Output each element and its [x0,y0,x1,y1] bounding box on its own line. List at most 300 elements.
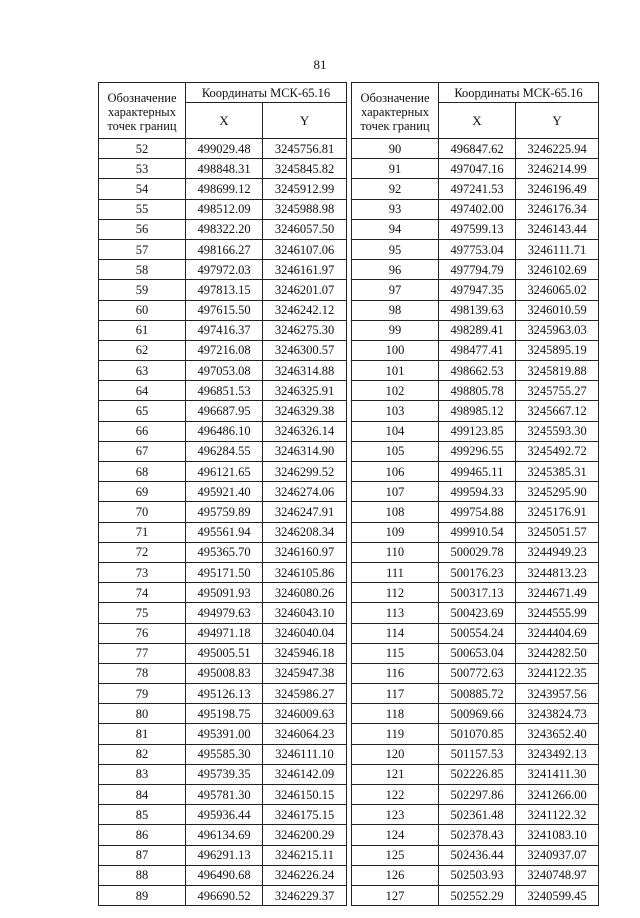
table-row [99,522,347,542]
x-coordinate-cell: 500317.13 [439,583,516,603]
table-row [352,885,599,905]
table-row [99,744,347,764]
table-row [99,260,347,280]
x-coordinate-cell: 496690.52 [186,885,263,905]
point-number-cell: 89 [99,885,186,905]
x-coordinate-cell: 499465.11 [439,462,516,482]
x-coordinate-cell: 498848.31 [186,159,263,179]
point-number-cell: 92 [352,179,439,199]
x-coordinate-cell: 496847.62 [439,139,516,159]
y-coordinate-cell: 3246057.50 [263,219,347,239]
y-coordinate-cell: 3245755.27 [516,381,599,401]
x-coordinate-cell: 497416.37 [186,320,263,340]
y-coordinate-cell: 3245667.12 [516,401,599,421]
y-coordinate-cell: 3245492.72 [516,441,599,461]
point-number-cell: 121 [352,764,439,784]
table-row [99,865,347,885]
x-coordinate-cell: 499754.88 [439,502,516,522]
x-coordinate-cell: 498289.41 [439,320,516,340]
point-number-cell: 88 [99,865,186,885]
x-coordinate-cell: 502436.44 [439,845,516,865]
table-row [352,603,599,623]
y-coordinate-cell: 3241266.00 [516,785,599,805]
y-coordinate-cell: 3246111.71 [516,239,599,259]
point-number-cell: 112 [352,583,439,603]
point-number-cell: 67 [99,441,186,461]
y-coordinate-cell: 3245593.30 [516,421,599,441]
table-row [99,704,347,724]
point-number-cell: 97 [352,280,439,300]
point-number-cell: 77 [99,643,186,663]
y-coordinate-cell: 3246214.99 [516,159,599,179]
point-number-cell: 82 [99,744,186,764]
point-number-cell: 70 [99,502,186,522]
x-coordinate-cell: 495008.83 [186,663,263,683]
coordinates-table-right [351,82,599,906]
x-coordinate-cell: 496121.65 [186,462,263,482]
point-number-cell: 96 [352,260,439,280]
table-row [352,482,599,502]
point-number-cell: 72 [99,542,186,562]
y-coordinate-cell: 3244555.99 [516,603,599,623]
point-number-cell: 107 [352,482,439,502]
y-coordinate-cell: 3246200.29 [263,825,347,845]
point-number-cell: 61 [99,320,186,340]
y-coordinate-cell: 3246010.59 [516,300,599,320]
y-coordinate-cell: 3245963.03 [516,320,599,340]
x-coordinate-cell: 498166.27 [186,239,263,259]
point-number-cell: 100 [352,340,439,360]
x-coordinate-cell: 502378.43 [439,825,516,845]
table-row [99,684,347,704]
point-number-cell: 117 [352,684,439,704]
table-row [352,542,599,562]
x-coordinate-cell: 498699.12 [186,179,263,199]
x-coordinate-cell: 498662.53 [439,361,516,381]
y-coordinate-cell: 3244671.49 [516,583,599,603]
y-coordinate-cell: 3244949.23 [516,542,599,562]
y-coordinate-cell: 3245385.31 [516,462,599,482]
point-number-cell: 53 [99,159,186,179]
x-coordinate-cell: 499594.33 [439,482,516,502]
x-coordinate-cell: 501157.53 [439,744,516,764]
y-coordinate-cell: 3246247.91 [263,502,347,522]
x-coordinate-cell: 497753.04 [439,239,516,259]
table-row [99,663,347,683]
y-coordinate-cell: 3246226.24 [263,865,347,885]
point-number-cell: 76 [99,623,186,643]
table-row [352,643,599,663]
point-number-cell: 125 [352,845,439,865]
point-number-cell: 103 [352,401,439,421]
x-coordinate-cell: 496851.53 [186,381,263,401]
point-header: Обозначение характерных точек границ [99,83,186,139]
point-number-cell: 115 [352,643,439,663]
y-coordinate-cell: 3245845.82 [263,159,347,179]
table-row [99,320,347,340]
table-row [352,764,599,784]
point-number-cell: 71 [99,522,186,542]
table-row [99,219,347,239]
point-number-cell: 85 [99,805,186,825]
x-coordinate-cell: 495198.75 [186,704,263,724]
table-body-left [99,139,347,906]
table-row [352,663,599,683]
table-row [352,340,599,360]
table-row [99,805,347,825]
point-number-cell: 104 [352,421,439,441]
table-row [99,583,347,603]
table-row [99,643,347,663]
x-coordinate-cell: 495936.44 [186,805,263,825]
point-number-cell: 123 [352,805,439,825]
table-row [99,885,347,905]
x-coordinate-cell: 495561.94 [186,522,263,542]
table-row [352,401,599,421]
table-row [352,562,599,582]
table-row [99,562,347,582]
y-coordinate-cell: 3246150.15 [263,785,347,805]
point-header: Обозначение характерных точек границ [352,83,439,139]
y-coordinate-cell: 3241411.30 [516,764,599,784]
table-row [99,361,347,381]
y-coordinate-cell: 3240599.45 [516,885,599,905]
point-number-cell: 105 [352,441,439,461]
x-coordinate-cell: 496687.95 [186,401,263,421]
table-row [352,845,599,865]
table-row [352,744,599,764]
coord-system-header: Координаты МСК-65.16 [439,83,599,103]
point-number-cell: 114 [352,623,439,643]
point-number-cell: 80 [99,704,186,724]
point-number-cell: 119 [352,724,439,744]
table-row [352,583,599,603]
x-coordinate-cell: 499296.55 [439,441,516,461]
table-row [352,805,599,825]
point-number-cell: 78 [99,663,186,683]
point-number-cell: 124 [352,825,439,845]
table-row [99,542,347,562]
y-coordinate-cell: 3245947.38 [263,663,347,683]
x-coordinate-cell: 502361.48 [439,805,516,825]
point-number-cell: 65 [99,401,186,421]
y-coordinate-cell: 3243957.56 [516,684,599,704]
point-number-cell: 113 [352,603,439,623]
x-coordinate-cell: 497947.35 [439,280,516,300]
point-number-cell: 84 [99,785,186,805]
y-coordinate-cell: 3246325.91 [263,381,347,401]
point-number-cell: 73 [99,562,186,582]
x-coordinate-cell: 499910.54 [439,522,516,542]
table-row [99,239,347,259]
table-row [99,139,347,159]
x-coordinate-cell: 497615.50 [186,300,263,320]
point-number-cell: 120 [352,744,439,764]
point-number-cell: 116 [352,663,439,683]
table-row [352,441,599,461]
x-coordinate-cell: 500653.04 [439,643,516,663]
table-row [352,260,599,280]
x-coordinate-cell: 500554.24 [439,623,516,643]
point-number-cell: 63 [99,361,186,381]
point-number-cell: 93 [352,199,439,219]
table-row [99,381,347,401]
y-coordinate-cell: 3245819.88 [516,361,599,381]
y-coordinate-cell: 3246107.06 [263,239,347,259]
table-row [352,825,599,845]
point-number-cell: 94 [352,219,439,239]
table-row [352,199,599,219]
y-coordinate-cell: 3246161.97 [263,260,347,280]
x-coordinate-cell: 500885.72 [439,684,516,704]
y-coordinate-cell: 3243492.13 [516,744,599,764]
y-coordinate-cell: 3246196.49 [516,179,599,199]
x-coordinate-cell: 495005.51 [186,643,263,663]
table-row [352,381,599,401]
x-coordinate-cell: 499029.48 [186,139,263,159]
y-coordinate-cell: 3243652.40 [516,724,599,744]
table-row [352,623,599,643]
y-coordinate-cell: 3245051.57 [516,522,599,542]
x-coordinate-cell: 495365.70 [186,542,263,562]
point-number-cell: 54 [99,179,186,199]
y-coordinate-cell: 3245295.90 [516,482,599,502]
x-coordinate-cell: 498512.09 [186,199,263,219]
table-row [99,300,347,320]
point-number-cell: 69 [99,482,186,502]
y-coordinate-cell: 3246329.38 [263,401,347,421]
x-coordinate-cell: 501070.85 [439,724,516,744]
x-coordinate-cell: 496284.55 [186,441,263,461]
x-coordinate-cell: 498985.12 [439,401,516,421]
x-coordinate-cell: 495781.30 [186,785,263,805]
y-coordinate-cell: 3246111.10 [263,744,347,764]
coord-system-header: Координаты МСК-65.16 [186,83,347,103]
x-coordinate-cell: 495585.30 [186,744,263,764]
table-row [352,421,599,441]
table-row [99,462,347,482]
y-coordinate-cell: 3246299.52 [263,462,347,482]
point-number-cell: 56 [99,219,186,239]
x-coordinate-cell: 497972.03 [186,260,263,280]
x-coordinate-cell: 496490.68 [186,865,263,885]
point-number-cell: 90 [352,139,439,159]
table-row [99,199,347,219]
y-coordinate-cell: 3246229.37 [263,885,347,905]
y-coordinate-cell: 3246326.14 [263,421,347,441]
point-number-cell: 102 [352,381,439,401]
table-row [99,502,347,522]
y-coordinate-cell: 3241083.10 [516,825,599,845]
y-coordinate-cell: 3240748.97 [516,865,599,885]
point-number-cell: 62 [99,340,186,360]
y-coordinate-cell: 3246160.97 [263,542,347,562]
point-number-cell: 127 [352,885,439,905]
point-number-cell: 126 [352,865,439,885]
table-row [99,825,347,845]
x-coordinate-cell: 498139.63 [439,300,516,320]
y-coordinate-cell: 3246142.09 [263,764,347,784]
x-coordinate-cell: 499123.85 [439,421,516,441]
table-row [99,623,347,643]
x-coordinate-cell: 495171.50 [186,562,263,582]
table-row [352,684,599,704]
point-number-cell: 74 [99,583,186,603]
y-coordinate-cell: 3246314.90 [263,441,347,461]
point-number-cell: 68 [99,462,186,482]
x-coordinate-cell: 502297.86 [439,785,516,805]
y-coordinate-cell: 3246300.57 [263,340,347,360]
y-coordinate-cell: 3246143.44 [516,219,599,239]
point-number-cell: 86 [99,825,186,845]
x-coordinate-cell: 502226.85 [439,764,516,784]
page-number: 81 [313,57,327,72]
y-coordinate-cell: 3246274.06 [263,482,347,502]
x-coordinate-cell: 497053.08 [186,361,263,381]
point-number-cell: 91 [352,159,439,179]
point-number-cell: 95 [352,239,439,259]
table-row [99,482,347,502]
x-coordinate-cell: 498477.41 [439,340,516,360]
point-number-cell: 66 [99,421,186,441]
point-number-cell: 59 [99,280,186,300]
point-number-cell: 58 [99,260,186,280]
y-coordinate-cell: 3244404.69 [516,623,599,643]
table-row [99,401,347,421]
x-coordinate-cell: 497402.00 [439,199,516,219]
y-header: Y [516,103,599,139]
x-coordinate-cell: 495126.13 [186,684,263,704]
table-row [99,441,347,461]
y-coordinate-cell: 3245986.27 [263,684,347,704]
y-coordinate-cell: 3246225.94 [516,139,599,159]
x-coordinate-cell: 497047.16 [439,159,516,179]
y-coordinate-cell: 3245176.91 [516,502,599,522]
point-number-cell: 81 [99,724,186,744]
x-coordinate-cell: 500029.78 [439,542,516,562]
table-row [352,724,599,744]
table-row [352,865,599,885]
point-number-cell: 110 [352,542,439,562]
y-coordinate-cell: 3245912.99 [263,179,347,199]
y-coordinate-cell: 3246275.30 [263,320,347,340]
x-coordinate-cell: 500423.69 [439,603,516,623]
x-coordinate-cell: 494971.18 [186,623,263,643]
y-coordinate-cell: 3244282.50 [516,643,599,663]
x-coordinate-cell: 498322.20 [186,219,263,239]
table-row [99,421,347,441]
y-coordinate-cell: 3240937.07 [516,845,599,865]
point-number-cell: 109 [352,522,439,542]
x-coordinate-cell: 497794.79 [439,260,516,280]
table-row [99,280,347,300]
table-row [99,179,347,199]
point-number-cell: 52 [99,139,186,159]
x-coordinate-cell: 496134.69 [186,825,263,845]
point-number-cell: 98 [352,300,439,320]
point-number-cell: 111 [352,562,439,582]
point-number-cell: 101 [352,361,439,381]
table-row [352,179,599,199]
y-coordinate-cell: 3246043.10 [263,603,347,623]
table-row [352,159,599,179]
y-coordinate-cell: 3246064.23 [263,724,347,744]
table-row [352,239,599,259]
point-number-cell: 99 [352,320,439,340]
y-coordinate-cell: 3246080.26 [263,583,347,603]
table-row [352,462,599,482]
x-coordinate-cell: 496486.10 [186,421,263,441]
y-coordinate-cell: 3245756.81 [263,139,347,159]
y-coordinate-cell: 3246065.02 [516,280,599,300]
y-coordinate-cell: 3246040.04 [263,623,347,643]
y-header: Y [263,103,347,139]
x-header: X [186,103,263,139]
y-coordinate-cell: 3246175.15 [263,805,347,825]
table-row [352,502,599,522]
point-number-cell: 79 [99,684,186,704]
y-coordinate-cell: 3246314.88 [263,361,347,381]
point-number-cell: 64 [99,381,186,401]
x-coordinate-cell: 495091.93 [186,583,263,603]
table-row [99,845,347,865]
point-number-cell: 118 [352,704,439,724]
y-coordinate-cell: 3246102.69 [516,260,599,280]
x-coordinate-cell: 502552.29 [439,885,516,905]
table-row [352,704,599,724]
y-coordinate-cell: 3244813.23 [516,562,599,582]
x-coordinate-cell: 497241.53 [439,179,516,199]
x-coordinate-cell: 495391.00 [186,724,263,744]
table-row [99,724,347,744]
table-row [99,159,347,179]
x-coordinate-cell: 495759.89 [186,502,263,522]
table-row [352,320,599,340]
table-row [352,219,599,239]
x-coordinate-cell: 495739.35 [186,764,263,784]
y-coordinate-cell: 3241122.32 [516,805,599,825]
x-coordinate-cell: 494979.63 [186,603,263,623]
table-row [352,361,599,381]
y-coordinate-cell: 3246215.11 [263,845,347,865]
x-coordinate-cell: 498805.78 [439,381,516,401]
y-coordinate-cell: 3243824.73 [516,704,599,724]
table-row [352,139,599,159]
table-row [352,785,599,805]
table-row [352,300,599,320]
x-header: X [439,103,516,139]
point-number-cell: 87 [99,845,186,865]
y-coordinate-cell: 3246105.86 [263,562,347,582]
table-row [99,785,347,805]
table-row [99,340,347,360]
x-coordinate-cell: 497599.13 [439,219,516,239]
y-coordinate-cell: 3246242.12 [263,300,347,320]
point-number-cell: 108 [352,502,439,522]
point-number-cell: 57 [99,239,186,259]
point-number-cell: 60 [99,300,186,320]
x-coordinate-cell: 500772.63 [439,663,516,683]
y-coordinate-cell: 3246009.63 [263,704,347,724]
table-row [99,603,347,623]
y-coordinate-cell: 3246201.07 [263,280,347,300]
y-coordinate-cell: 3245895.19 [516,340,599,360]
point-number-cell: 106 [352,462,439,482]
x-coordinate-cell: 496291.13 [186,845,263,865]
point-number-cell: 55 [99,199,186,219]
point-number-cell: 83 [99,764,186,784]
y-coordinate-cell: 3245988.98 [263,199,347,219]
